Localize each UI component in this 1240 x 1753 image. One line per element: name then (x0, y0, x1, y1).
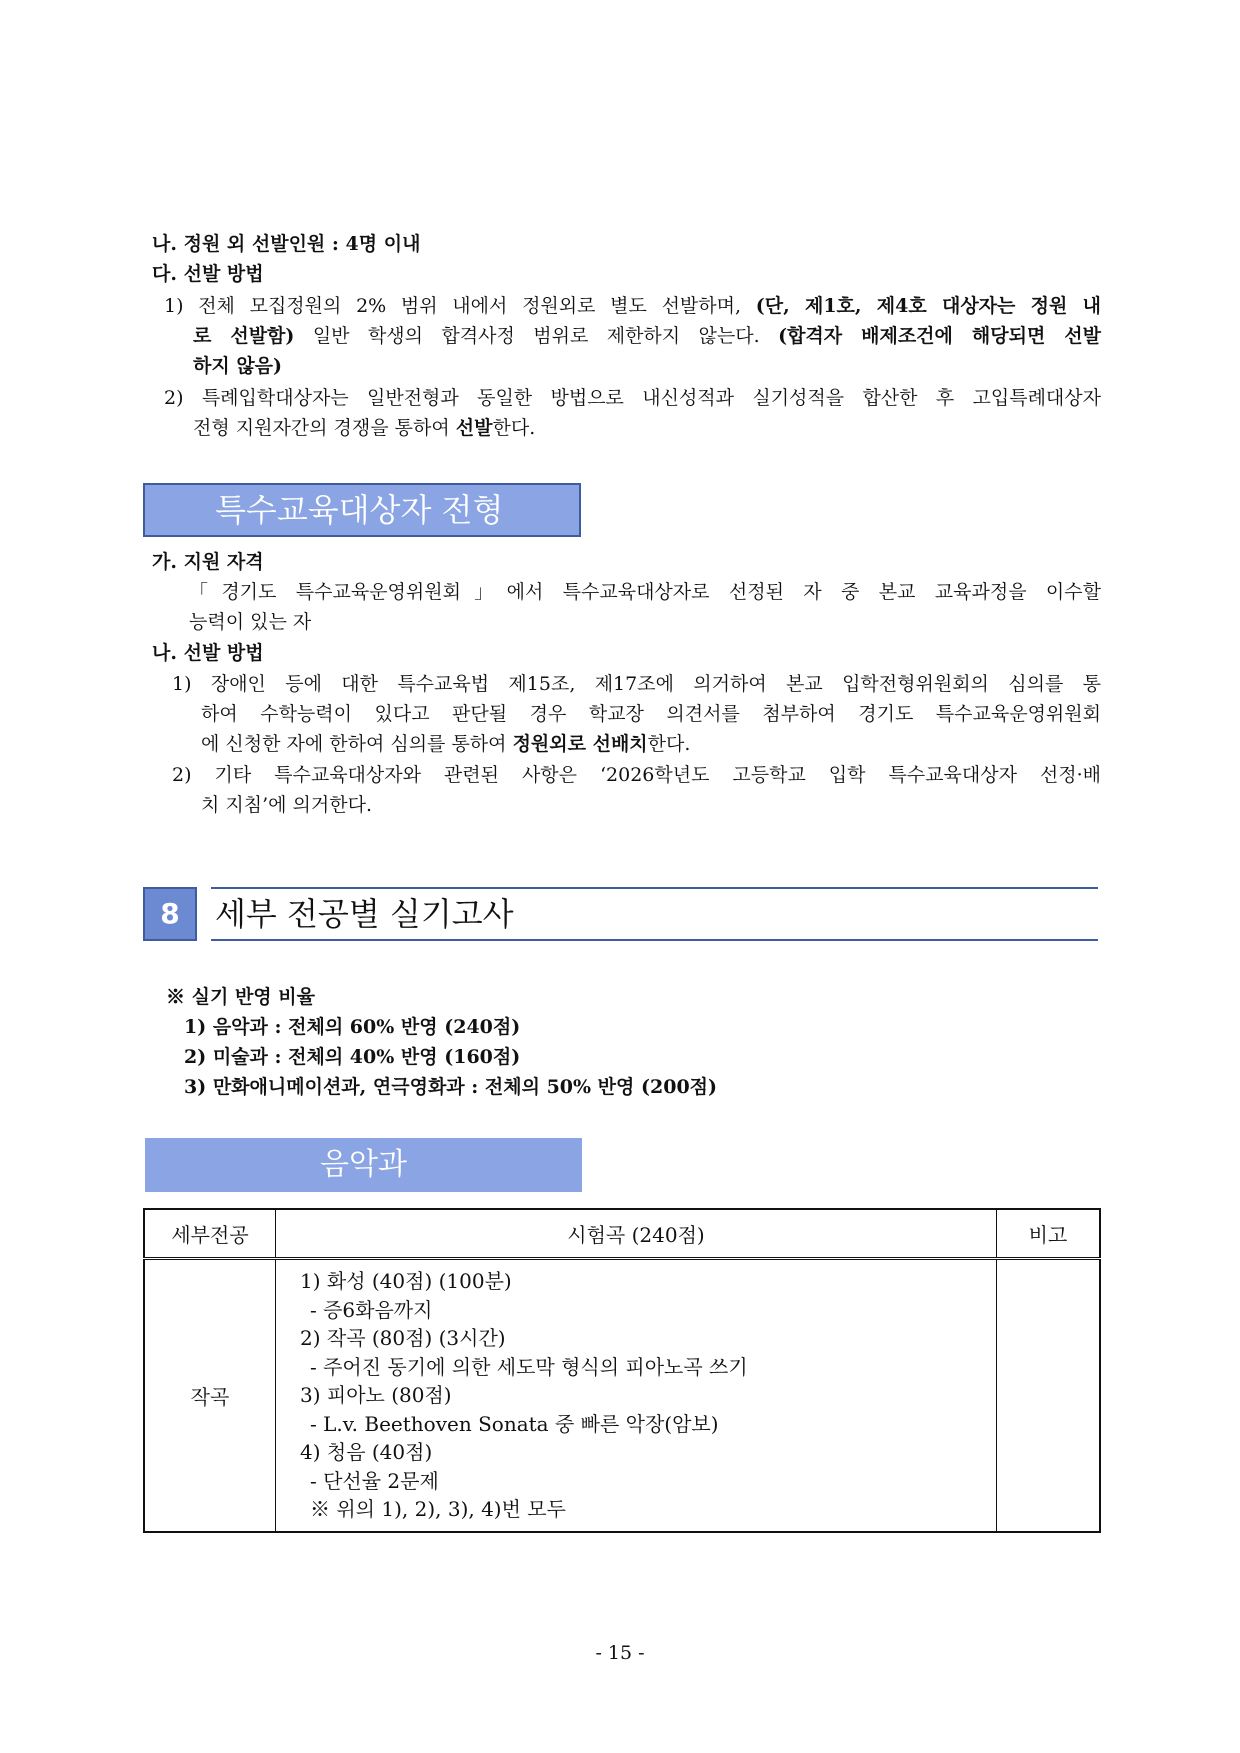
note-cell (997, 1259, 1101, 1532)
da-item1-line1 (164, 292, 1101, 320)
da-item2-line2 (193, 414, 535, 442)
ratio-item-art: 2) 미술과 : 전체의 40% 반영 (160점) (184, 1046, 521, 1068)
major-cell: 작곡 (144, 1259, 276, 1532)
heading-eligibility: 가. 지원 자격 (152, 551, 264, 573)
eligibility-line2: 능력이 있는 자 (189, 611, 312, 633)
da-item2-line2-text-c: 한다. (492, 417, 536, 439)
da-item1-line1-bold: (단, 제1호, 제4호 대상자는 정원 내 (755, 295, 1101, 317)
special-item1-line3-text-c: 한다. (647, 733, 691, 755)
da-item1-line2-text: 일반 학생의 합격사정 범위로 제한하지 않는다. (294, 325, 779, 347)
table-header-row (144, 1209, 1100, 1259)
da-item2-line1: 2) 특례입학대상자는 일반전형과 동일한 방법으로 내신성적과 실기성적을 합산한 후 고입특례대상자 (164, 387, 1101, 409)
exam-line: 2) 작곡 (80점) (3시간) (300, 1326, 506, 1350)
heading-extra-quota: 나. 정원 외 선발인원 : 4명 이내 (152, 233, 421, 255)
exam-line: 1) 화성 (40점) (100분) (300, 1269, 512, 1293)
eligibility-line1: 「경기도 특수교육운영위원회」에서 특수교육대상자로 선정된 자 중 본교 교육과정을 이수할 (189, 581, 1101, 603)
header-major: 세부전공 (144, 1209, 276, 1259)
music-exam-table (143, 1208, 1101, 1533)
special-item2-line1: 2) 기타 특수교육대상자와 관련된 사항은 ‘2026학년도 고등학교 입학 특수교육대상자 선정·배 (172, 764, 1101, 786)
table-row (144, 1259, 1100, 1532)
section-number-badge: 8 (143, 887, 197, 941)
exam-line: ※ 위의 1), 2), 3), 4)번 모두 (310, 1497, 566, 1521)
ratio-heading: ※ 실기 반영 비율 (166, 986, 315, 1008)
ratio-item-music: 1) 음악과 : 전체의 60% 반영 (240점) (184, 1016, 521, 1038)
exam-line: - 단선율 2문제 (310, 1468, 439, 1493)
exam-line: - L.v. Beethoven Sonata 중 빠른 악장(암보) (310, 1411, 719, 1436)
section-title: 세부 전공별 실기고사 (211, 887, 1098, 941)
exam-line: - 주어진 동기에 의한 세도막 형식의 피아노곡 쓰기 (310, 1354, 748, 1379)
da-item1-line2 (193, 322, 1101, 350)
ratio-item-animation-theater: 3) 만화애니메이션과, 연극영화과 : 전체의 50% 반영 (200점) (184, 1076, 718, 1098)
header-note: 비고 (997, 1209, 1101, 1259)
da-item1-line3: 하지 않음) (193, 355, 283, 377)
special-education-banner: 특수교육대상자 전형 (143, 483, 581, 537)
special-item1-line2: 하여 수학능력이 있다고 판단될 경우 학교장 의견서를 첨부하여 경기도 특수교육운영위원회 (201, 703, 1101, 725)
header-exam-pieces: 시험곡 (240점) (276, 1209, 997, 1259)
exam-line: 4) 청음 (40점) (300, 1440, 433, 1464)
da-item2-line2-bold: 선발 (455, 417, 493, 439)
heading-selection-method: 다. 선발 방법 (152, 263, 264, 285)
page-number: - 15 - (595, 1642, 645, 1664)
heading-special-selection: 나. 선발 방법 (152, 642, 264, 664)
special-item1-line1: 1) 장애인 등에 대한 특수교육법 제15조, 제17조에 의거하여 본교 입학전형위원회의 심의를 통 (172, 673, 1101, 695)
da-item1-line1-text: 1) 전체 모집정원의 2% 범위 내에서 정원외로 별도 선발하며, (164, 295, 756, 317)
special-item1-line3-text-a: 에 신청한 자에 한하여 심의를 통하여 (201, 733, 513, 755)
exam-line: 3) 피아노 (80점) (300, 1383, 452, 1407)
exam-content-cell (276, 1259, 997, 1532)
da-item1-line2-bold-a: 로 선발함) (193, 325, 295, 347)
exam-line: - 증6화음까지 (310, 1297, 433, 1322)
special-item1-line3 (201, 730, 690, 758)
da-item1-line2-bold-c: (합격자 배제조건에 해당되면 선발 (778, 325, 1101, 347)
da-item2-line2-text-a: 전형 지원자간의 경쟁을 통하여 (193, 417, 456, 439)
special-item1-line3-bold: 정원외로 선배치 (512, 733, 648, 755)
music-department-banner: 음악과 (145, 1138, 582, 1192)
special-item2-line2: 치 지침’에 의거한다. (201, 794, 372, 816)
